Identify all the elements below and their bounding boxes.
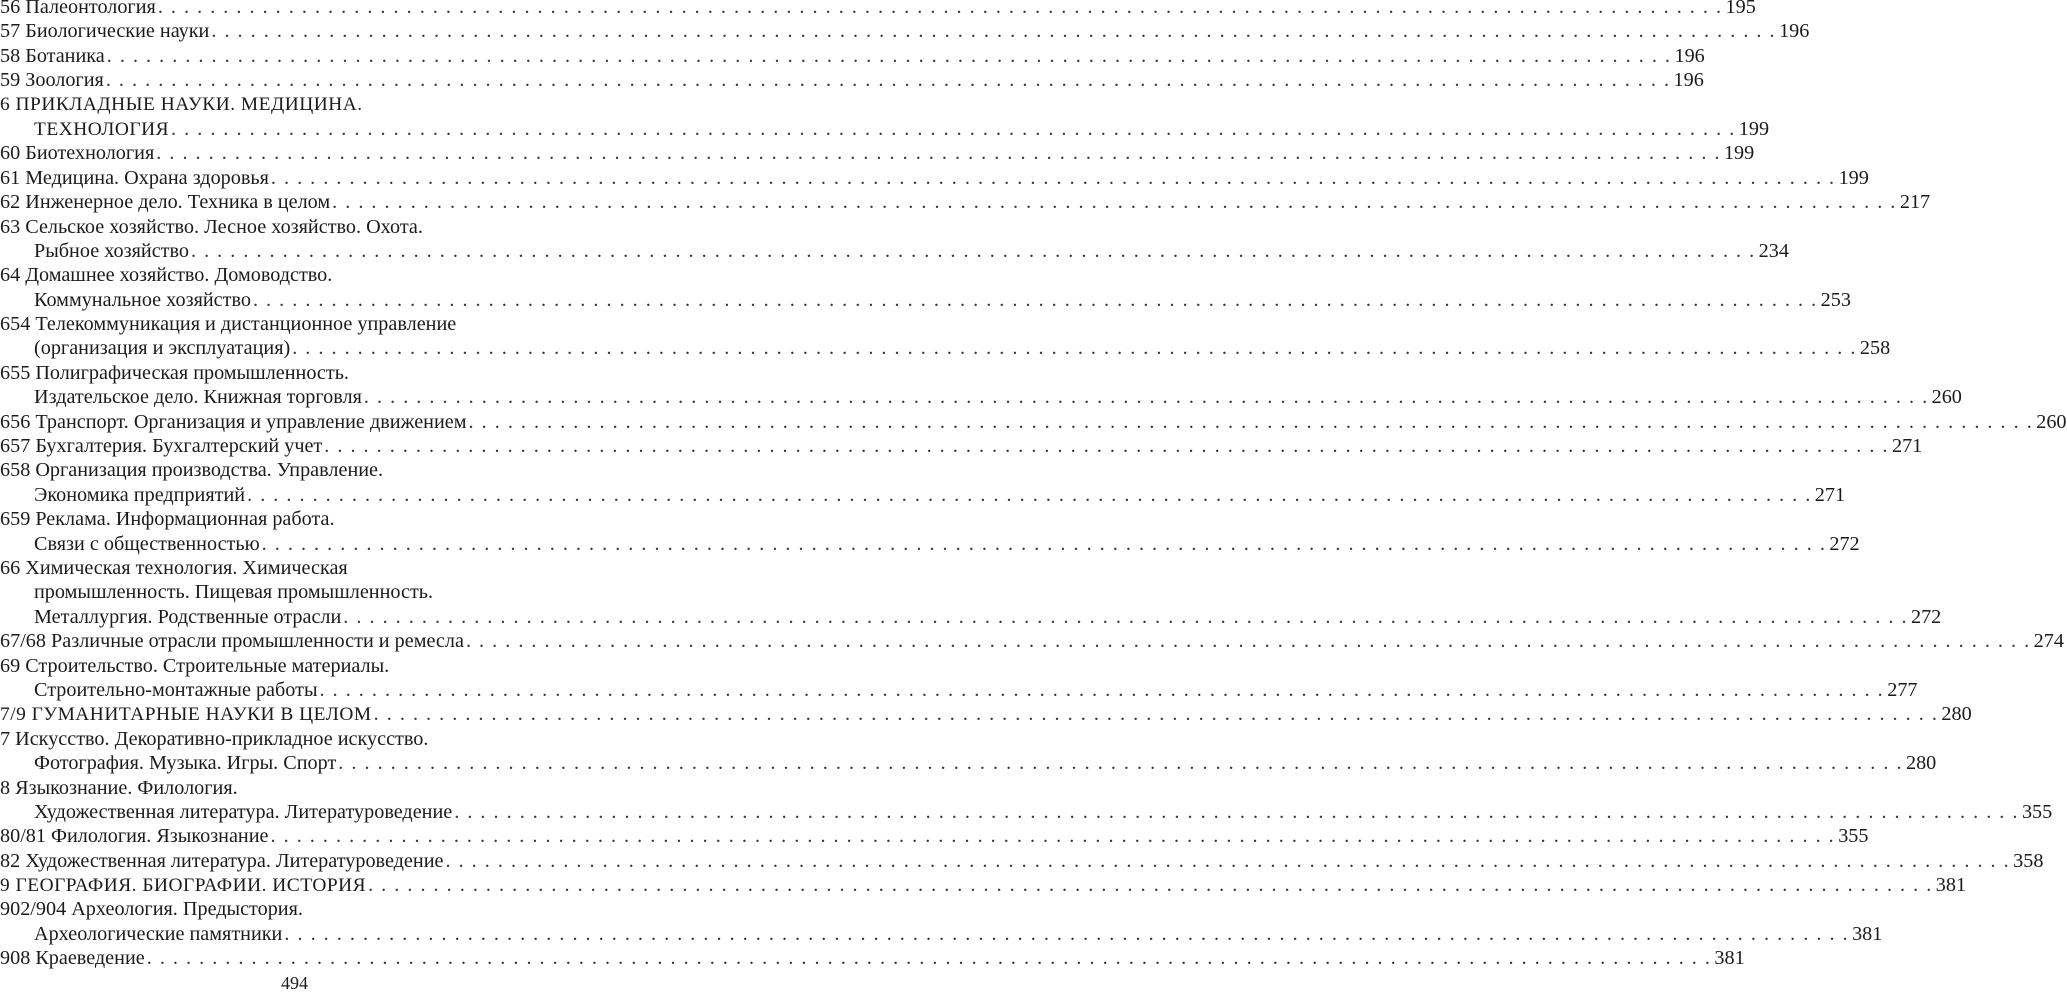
toc-entry-title: Коммунальное хозяйство	[34, 288, 251, 311]
toc-line	[0, 824, 1869, 848]
toc-page-number: 272	[1829, 532, 1860, 555]
toc-page-number: 381	[1935, 874, 1967, 897]
toc-entry	[0, 166, 1869, 190]
toc-line	[0, 897, 589, 921]
toc-entry	[0, 68, 1704, 92]
toc-entry-title: 64 Домашнее хозяйство. Домоводство.	[0, 264, 333, 287]
toc-page-number: 271	[1891, 435, 1923, 458]
page-number: 494	[281, 973, 308, 993]
toc-line	[0, 263, 589, 287]
toc-line	[0, 215, 589, 239]
toc-page-number: 199	[1738, 117, 1770, 140]
toc-entry-title: 7/9 ГУМАНИТАРНЫЕ НАУКИ В ЦЕЛОМ	[0, 704, 372, 726]
toc-entry-title: Археологические памятники	[34, 922, 283, 945]
toc-entry-title: 57 Биологические науки	[0, 20, 210, 43]
dot-leader: . . . . . . . . . . . . . . . . . . . . . . . . . . . . . . . . . . . . . . . . . . . . . . . . . . . . . . . . . . . . . . . . . . . . . . . . . . . . . . . . . . . . . . . . . . . . . . . . . . . . . . . . . . . . . . . . . . . . . . . .	[324, 435, 1889, 458]
toc-line	[0, 19, 1810, 43]
toc-line	[0, 117, 1770, 141]
toc-page-number: 234	[1758, 239, 1789, 262]
dot-leader: . . . . . . . . . . . . . . . . . . . . . . . . . . . . . . . . . . . . . . . . . . . . . . . . . . . . . . . . . . . . . . . . . . . . . . . . . . . . . . . . . . . . . . . . . . . . . . . . . . . . . . . . . . . . . . . . . . . . . . . .	[171, 117, 1736, 140]
toc-entry-title: ТЕХНОЛОГИЯ	[34, 118, 170, 140]
toc-entry-title: 659 Реклама. Информационная работа.	[0, 508, 335, 531]
toc-entry-title: Издательское дело. Книжная торговля	[34, 386, 362, 409]
toc-line	[0, 0, 1756, 19]
toc-entry	[0, 897, 1883, 946]
toc-page-number: 217	[1899, 191, 1931, 214]
toc-entry-title: 61 Медицина. Охрана здоровья	[0, 166, 269, 189]
toc-page-number: 260	[2036, 410, 2067, 433]
dot-leader: . . . . . . . . . . . . . . . . . . . . . . . . . . . . . . . . . . . . . . . . . . . . . . . . . . . . . . . . . . . . . . . . . . . . . . . . . . . . . . . . . . . . . . . . . . . . . . . . . . . . . . . . . . . . . . . . . . . . . . . .	[261, 532, 1827, 555]
toc-entry-title: 7 Искусство. Декоративно-прикладное искусство.	[0, 727, 429, 750]
toc-entry-title: 908 Краеведение	[0, 947, 145, 970]
toc-page-number: 253	[1820, 288, 1851, 311]
toc-entry-title: 654 Телекоммуникация и дистанционное управление	[0, 313, 457, 336]
toc-line	[0, 727, 589, 751]
toc-line	[0, 410, 2067, 434]
toc-page-number: 280	[1941, 703, 1972, 726]
toc-page-number: 258	[1859, 337, 1891, 360]
toc-page-number: 196	[1673, 69, 1704, 92]
toc-page-number: 196	[1674, 44, 1705, 67]
dot-leader: . . . . . . . . . . . . . . . . . . . . . . . . . . . . . . . . . . . . . . . . . . . . . . . . . . . . . . . . . . . . . . . . . . . . . . . . . . . . . . . . . . . . . . . . . . . . . . . . . . . . . . . . . . . . . . . . . . . . . . . .	[332, 191, 1897, 214]
dot-leader: . . . . . . . . . . . . . . . . . . . . . . . . . . . . . . . . . . . . . . . . . . . . . . . . . . . . . . . . . . . . . . . . . . . . . . . . . . . . . . . . . . . . . . . . . . . . . . . . . . . . . . . . . . . . . . . . . . . . . . . .	[146, 947, 1712, 970]
toc-page-number: 381	[1852, 922, 1883, 945]
toc-line	[0, 946, 1745, 970]
toc-line	[0, 483, 1846, 507]
toc-entry-title: 56 Палеонтология	[0, 0, 156, 18]
toc-entry	[0, 0, 1756, 19]
toc-entry-title: 657 Бухгалтерия. Бухгалтерский учет	[0, 435, 323, 458]
toc-line	[0, 556, 589, 580]
dot-leader: . . . . . . . . . . . . . . . . . . . . . . . . . . . . . . . . . . . . . . . . . . . . . . . . . . . . . . . . . . . . . . . . . . . . . . . . . . . . . . . . . . . . . . . . . . . . . . . . . . . . . . . . . . . . . . . . . . . . . . . .	[319, 678, 1885, 701]
toc-entry-title: 62 Инженерное дело. Техника в целом	[0, 191, 331, 214]
toc-entry-title: 69 Строительство. Строительные материалы.	[0, 654, 390, 677]
toc-entry-title: Связи с общественностью	[34, 532, 260, 555]
toc-entry	[0, 263, 1851, 312]
toc-page-number: 260	[1931, 386, 1962, 409]
dot-leader: . . . . . . . . . . . . . . . . . . . . . . . . . . . . . . . . . . . . . . . . . . . . . . . . . . . . . . . . . . . . . . . . . . . . . . . . . . . . . . . . . . . . . . . . . . . . . . . . . . . . . . . . . . . . . . . . . . . . . . . .	[247, 483, 1812, 506]
dot-leader: . . . . . . . . . . . . . . . . . . . . . . . . . . . . . . . . . . . . . . . . . . . . . . . . . . . . . . . . . . . . . . . . . . . . . . . . . . . . . . . . . . . . . . . . . . . . . . . . . . . . . . . . . . . . . . . . . . . . . . . .	[252, 288, 1818, 311]
toc-page-number: 355	[2021, 800, 2053, 823]
toc-line	[0, 776, 589, 800]
toc-entry	[0, 849, 2044, 873]
toc-line	[0, 507, 589, 531]
toc-entry	[0, 434, 1923, 458]
toc-entry-title: Рыбное хозяйство	[34, 239, 189, 262]
toc-line	[0, 361, 589, 385]
toc-line	[0, 288, 1851, 312]
toc-line	[0, 336, 1891, 360]
toc-entry-title: (организация и эксплуатация)	[34, 337, 291, 360]
dot-leader: . . . . . . . . . . . . . . . . . . . . . . . . . . . . . . . . . . . . . . . . . . . . . . . . . . . . . . . . . . . . . . . . . . . . . . . . . . . . . . . . . . . . . . . . . . . . . . . . . . . . . . . . . . . . . . . . . . . . . . . .	[445, 849, 2011, 872]
toc-entry	[0, 727, 1937, 776]
toc-entry-title: Фотография. Музыка. Игры. Спорт	[34, 752, 337, 775]
toc-entry	[0, 946, 1745, 970]
toc-entry-title: Строительно-монтажные работы	[34, 678, 318, 701]
toc-entry	[0, 361, 1962, 410]
toc-line	[0, 751, 1937, 775]
toc-line	[0, 385, 1962, 409]
toc-line	[0, 678, 1918, 702]
toc-line	[0, 312, 589, 336]
toc-entry-title: 655 Полиграфическая промышленность.	[0, 361, 349, 384]
dot-leader: . . . . . . . . . . . . . . . . . . . . . . . . . . . . . . . . . . . . . . . . . . . . . . . . . . . . . . . . . . . . . . . . . . . . . . . . . . . . . . . . . . . . . . . . . . . . . . . . . . . . . . . . . . . . . . . . . . . . . . . .	[468, 410, 2034, 433]
toc-page-number: 199	[1838, 166, 1869, 189]
toc-page-number: 196	[1779, 20, 1810, 43]
toc-entry	[0, 190, 1931, 214]
toc-line	[0, 629, 2064, 653]
dot-leader: . . . . . . . . . . . . . . . . . . . . . . . . . . . . . . . . . . . . . . . . . . . . . . . . . . . . . . . . . . . . . . . . . . . . . . . . . . . . . . . . . . . . . . . . . . . . . . . . . . . . . . . . . . . . . . . . . . . . . . . .	[454, 800, 2019, 823]
toc-entry-title: Металлургия. Родственные отрасли	[34, 605, 342, 628]
toc-line	[0, 434, 1923, 458]
toc-entry-title: 8 Языкознание. Филология.	[0, 776, 238, 799]
toc-page-number: 355	[1838, 825, 1869, 848]
toc-line	[0, 166, 1869, 190]
toc-page-number: 277	[1887, 678, 1918, 701]
dot-leader: . . . . . . . . . . . . . . . . . . . . . . . . . . . . . . . . . . . . . . . . . . . . . . . . . . . . . . . . . . . . . . . . . . . . . . . . . . . . . . . . . . . . . . . . . . . . . . . . . . . . . . . . . . . . . . . . . . . . . . . .	[190, 239, 1756, 262]
toc-entry	[0, 19, 1810, 43]
toc-line	[0, 849, 2044, 873]
dot-leader: . . . . . . . . . . . . . . . . . . . . . . . . . . . . . . . . . . . . . . . . . . . . . . . . . . . . . . . . . . . . . . . . . . . . . . . . . . . . . . . . . . . . . . . . . . . . . . . . . . . . . . . . . . . . . . . . . . . . . . . .	[373, 703, 1939, 726]
dot-leader: . . . . . . . . . . . . . . . . . . . . . . . . . . . . . . . . . . . . . . . . . . . . . . . . . . . . . . . . . . . . . . . . . . . . . . . . . . . . . . . . . . . . . . . . . . . . . . . . . . . . . . . . . . . . . . . . . . . . . . . .	[284, 922, 1850, 945]
toc-entry-title: 9 ГЕОГРАФИЯ. БИОГРАФИИ. ИСТОРИЯ	[0, 875, 367, 897]
toc-entry	[0, 873, 1967, 897]
toc-line	[0, 580, 589, 604]
toc-entry	[0, 629, 2064, 653]
toc-line	[0, 605, 1942, 629]
dot-leader: . . . . . . . . . . . . . . . . . . . . . . . . . . . . . . . . . . . . . . . . . . . . . . . . . . . . . . . . . . . . . . . . . . . . . . . . . . . . . . . . . . . . . . . . . . . . . . . . . . . . . . . . . . . . . . . . . . . . . . . .	[270, 166, 1836, 189]
toc-entry-title: 658 Организация производства. Управление.	[0, 459, 384, 482]
toc-line	[0, 800, 2053, 824]
toc-entry	[0, 824, 1869, 848]
toc-entry-title: Экономика предприятий	[34, 483, 246, 506]
toc-entry	[0, 312, 1891, 361]
toc-page-number: 199	[1723, 142, 1755, 165]
dot-leader: . . . . . . . . . . . . . . . . . . . . . . . . . . . . . . . . . . . . . . . . . . . . . . . . . . . . . . . . . . . . . . . . . . . . . . . . . . . . . . . . . . . . . . . . . . . . . . . . . . . . . . . . . . . . . . . . . . . . . . . .	[368, 874, 1933, 897]
dot-leader: . . . . . . . . . . . . . . . . . . . . . . . . . . . . . . . . . . . . . . . . . . . . . . . . . . . . . . . . . . . . . . . . . . . . . . . . . . . . . . . . . . . . . . . . . . . . . . . . . . . . . . . . . . . . . . . . . . . . . . . .	[157, 0, 1723, 18]
dot-leader: . . . . . . . . . . . . . . . . . . . . . . . . . . . . . . . . . . . . . . . . . . . . . . . . . . . . . . . . . . . . . . . . . . . . . . . . . . . . . . . . . . . . . . . . . . . . . . . . . . . . . . . . . . . . . . . . . . . . . . . .	[211, 20, 1777, 43]
toc-entry-title: 80/81 Филология. Языкознание	[0, 825, 269, 848]
toc-line	[0, 532, 1860, 556]
toc-entry	[0, 215, 1789, 264]
dot-leader: . . . . . . . . . . . . . . . . . . . . . . . . . . . . . . . . . . . . . . . . . . . . . . . . . . . . . . . . . . . . . . . . . . . . . . . . . . . . . . . . . . . . . . . . . . . . . . . . . . . . . . . . . . . . . . . . . . . . . . . .	[156, 142, 1721, 165]
toc-entry	[0, 702, 1972, 726]
toc-entry	[0, 44, 1705, 68]
dot-leader: . . . . . . . . . . . . . . . . . . . . . . . . . . . . . . . . . . . . . . . . . . . . . . . . . . . . . . . . . . . . . . . . . . . . . . . . . . . . . . . . . . . . . . . . . . . . . . . . . . . . . . . . . . . . . . . . . . . . . . . .	[106, 44, 1672, 67]
toc-entry	[0, 556, 1942, 629]
toc-entry	[0, 141, 1755, 165]
toc-page-number: 271	[1814, 483, 1846, 506]
toc-entry	[0, 776, 2053, 825]
dot-leader: . . . . . . . . . . . . . . . . . . . . . . . . . . . . . . . . . . . . . . . . . . . . . . . . . . . . . . . . . . . . . . . . . . . . . . . . . . . . . . . . . . . . . . . . . . . . . . . . . . . . . . . . . . . . . . . . . . . . . . . .	[338, 752, 1903, 775]
toc-line	[0, 68, 1704, 92]
toc-line	[0, 458, 589, 482]
toc-line	[0, 239, 1789, 263]
toc-page-number: 274	[2033, 630, 2064, 653]
toc-entry	[0, 654, 1918, 703]
toc-line	[0, 654, 589, 678]
toc-line	[0, 922, 1883, 946]
toc-entry-title: 82 Художественная литература. Литературоведение	[0, 849, 444, 872]
toc-entry	[0, 507, 1860, 556]
toc-entry	[0, 458, 1846, 507]
toc-entry	[0, 93, 1770, 142]
toc-entry-title: 63 Сельское хозяйство. Лесное хозяйство. Охота.	[0, 215, 423, 238]
toc-line	[0, 44, 1705, 68]
toc-page-number: 272	[1910, 605, 1942, 628]
toc-line	[0, 702, 1972, 726]
toc-entry-title: промышленность. Пищевая промышленность.	[34, 581, 434, 604]
toc-entry	[0, 410, 2067, 434]
toc-page-number: 195	[1725, 0, 1756, 18]
toc-entry-title: 656 Транспорт. Организация и управление движением	[0, 410, 467, 433]
toc-entry-title: 67/68 Различные отрасли промышленности и ремесла	[0, 630, 464, 653]
dot-leader: . . . . . . . . . . . . . . . . . . . . . . . . . . . . . . . . . . . . . . . . . . . . . . . . . . . . . . . . . . . . . . . . . . . . . . . . . . . . . . . . . . . . . . . . . . . . . . . . . . . . . . . . . . . . . . . . . . . . . . . .	[292, 337, 1857, 360]
toc-entry-title: 60 Биотехнология	[0, 142, 155, 165]
dot-leader: . . . . . . . . . . . . . . . . . . . . . . . . . . . . . . . . . . . . . . . . . . . . . . . . . . . . . . . . . . . . . . . . . . . . . . . . . . . . . . . . . . . . . . . . . . . . . . . . . . . . . . . . . . . . . . . . . . . . . . . .	[363, 386, 1929, 409]
dot-leader: . . . . . . . . . . . . . . . . . . . . . . . . . . . . . . . . . . . . . . . . . . . . . . . . . . . . . . . . . . . . . . . . . . . . . . . . . . . . . . . . . . . . . . . . . . . . . . . . . . . . . . . . . . . . . . . . . . . . . . . .	[343, 605, 1908, 628]
toc-page-number: 381	[1714, 947, 1745, 970]
dot-leader: . . . . . . . . . . . . . . . . . . . . . . . . . . . . . . . . . . . . . . . . . . . . . . . . . . . . . . . . . . . . . . . . . . . . . . . . . . . . . . . . . . . . . . . . . . . . . . . . . . . . . . . . . . . . . . . . . . . . . . . .	[465, 630, 2031, 653]
toc-entry-title: 902/904 Археология. Предыстория.	[0, 898, 303, 921]
toc-entry-title: 59 Зоология	[0, 69, 104, 92]
toc-page-number: 358	[2013, 849, 2044, 872]
toc-line	[0, 873, 1967, 897]
toc-line	[0, 190, 1931, 214]
dot-leader: . . . . . . . . . . . . . . . . . . . . . . . . . . . . . . . . . . . . . . . . . . . . . . . . . . . . . . . . . . . . . . . . . . . . . . . . . . . . . . . . . . . . . . . . . . . . . . . . . . . . . . . . . . . . . . . . . . . . . . . .	[270, 825, 1836, 848]
toc-entry-title: 6 ПРИКЛАДНЫЕ НАУКИ. МЕДИЦИНА.	[0, 93, 363, 115]
toc-page-number: 280	[1905, 752, 1937, 775]
toc-line	[0, 93, 589, 117]
toc-entry-title: 66 Химическая технология. Химическая	[0, 556, 348, 579]
toc-entry-title: 58 Ботаника	[0, 44, 105, 67]
toc-entry-title: Художественная литература. Литературоведение	[34, 800, 453, 823]
toc-line	[0, 141, 1755, 165]
dot-leader: . . . . . . . . . . . . . . . . . . . . . . . . . . . . . . . . . . . . . . . . . . . . . . . . . . . . . . . . . . . . . . . . . . . . . . . . . . . . . . . . . . . . . . . . . . . . . . . . . . . . . . . . . . . . . . . . . . . . . . . .	[105, 69, 1671, 92]
